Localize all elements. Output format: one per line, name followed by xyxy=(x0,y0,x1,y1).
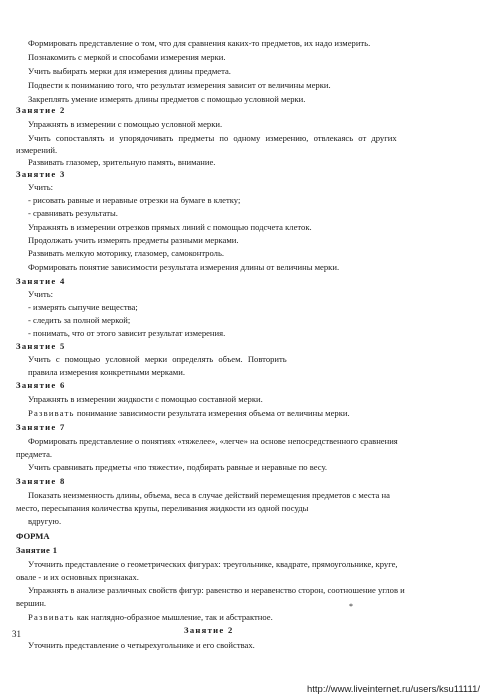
text-line: Формировать понятие зависимости результата измерения длины от величины мерки. xyxy=(28,262,340,272)
text-line: Подвести к пониманию того, что результат измерения зависит от величины мерки. xyxy=(28,80,331,90)
text-line: Учить с помощью условной мерки определять объем. Повторить xyxy=(28,354,287,364)
text-line: Учить сопоставлять и упорядочивать предметы по одному измерению, отвлекаясь от других xyxy=(28,133,397,143)
text-line: место, пересыпания количества крупы, переливания жидкости из одной посуды xyxy=(16,503,309,513)
section-heading: Занятие 3 xyxy=(16,169,66,179)
text-line: - измерять сыпучие вещества; xyxy=(28,302,138,312)
text-line: Уточнить представление о геометрических фигурах: треугольнике, квадрате, прямоугольнике, круге, xyxy=(28,559,398,569)
text-line: Упражнять в анализе различных свойств фигур: равенство и неравенство сторон, соотношение углов и xyxy=(28,585,405,595)
text-line: овале - и их основных признаках. xyxy=(16,572,139,582)
text-line: Упражнять в измерении жидкости с помощью составной мерки. xyxy=(28,394,263,404)
emphasis-word: Развивать xyxy=(28,408,75,418)
text-line: правила измерения конкретными мерками. xyxy=(28,367,185,377)
text-fragment: как наглядно-образное мышление, так и абстрактное. xyxy=(76,612,273,622)
section-heading: Занятие 1 xyxy=(16,545,58,555)
section-heading: Занятие 2 xyxy=(184,625,234,635)
text-line: Формировать представление о том, что для сравнения каких-то предметов, их надо измерить. xyxy=(28,38,371,48)
text-line: Познакомить с меркой и способами измерения мерки. xyxy=(28,52,226,62)
text-line: Упражнять в измерении с помощью условной мерки. xyxy=(28,119,223,129)
text-line: Развивать глазомер, зрительную память, внимание. xyxy=(28,157,216,167)
text-line: - сравнивать результаты. xyxy=(28,208,118,218)
section-title: ФОРМА xyxy=(16,531,50,541)
text-line: предмета. xyxy=(16,449,53,459)
text-line: Показать неизменность длины, объема, веса в случае действий перемещения предметов с места на xyxy=(28,490,390,500)
page-number: 31 xyxy=(12,629,21,639)
section-heading: Занятие 6 xyxy=(16,380,66,390)
section-heading: Занятие 4 xyxy=(16,276,66,286)
text-line: вдругую. xyxy=(28,516,62,526)
text-fragment: понимание зависимости результата измерения объема от величины мерки. xyxy=(76,408,350,418)
text-line: Развивать мелкую моторику, глазомер, самоконтроль. xyxy=(28,248,225,258)
text-line: измерений. xyxy=(16,145,58,155)
text-line: вершин. xyxy=(16,598,47,608)
text-line: Учить выбирать мерки для измерения длины предмета. xyxy=(28,66,231,76)
text-line xyxy=(28,408,350,419)
text-line: Учить: xyxy=(28,289,54,299)
watermark-url: http://www.liveinternet.ru/users/ksu11111/ xyxy=(306,684,480,695)
text-line: Закреплять умение измерять длины предметов с помощью условной мерки. xyxy=(28,94,306,104)
text-line: Упражнять в измерении отрезков прямых линий с помощью подсчета клеток. xyxy=(28,222,312,232)
emphasis-word: Развивать xyxy=(28,612,75,622)
asterisk-mark: * xyxy=(349,602,353,611)
text-line: Уточнить представление о четырехугольнике и его свойствах. xyxy=(28,640,255,650)
section-heading: Занятие 5 xyxy=(16,341,66,351)
text-line: - следить за полной меркой; xyxy=(28,315,131,325)
section-heading: Занятие 2 xyxy=(16,105,66,115)
text-line: Продолжать учить измерять предметы разными мерками. xyxy=(28,235,239,245)
text-line: Формировать представление о понятиях «тяжелее», «легче» на основе непосредственного сравнения xyxy=(28,436,398,446)
text-line: - понимать, что от этого зависит результат измерения. xyxy=(28,328,226,338)
text-line: - рисовать равные и неравные отрезки на бумаге в клетку; xyxy=(28,195,241,205)
text-line: Учить сравнивать предметы «по тяжести», подбирать равные и неравные по весу. xyxy=(28,462,328,472)
section-heading: Занятие 8 xyxy=(16,476,66,486)
section-heading: Занятие 7 xyxy=(16,422,66,432)
text-line xyxy=(28,612,273,623)
text-line: Учить: xyxy=(28,182,54,192)
